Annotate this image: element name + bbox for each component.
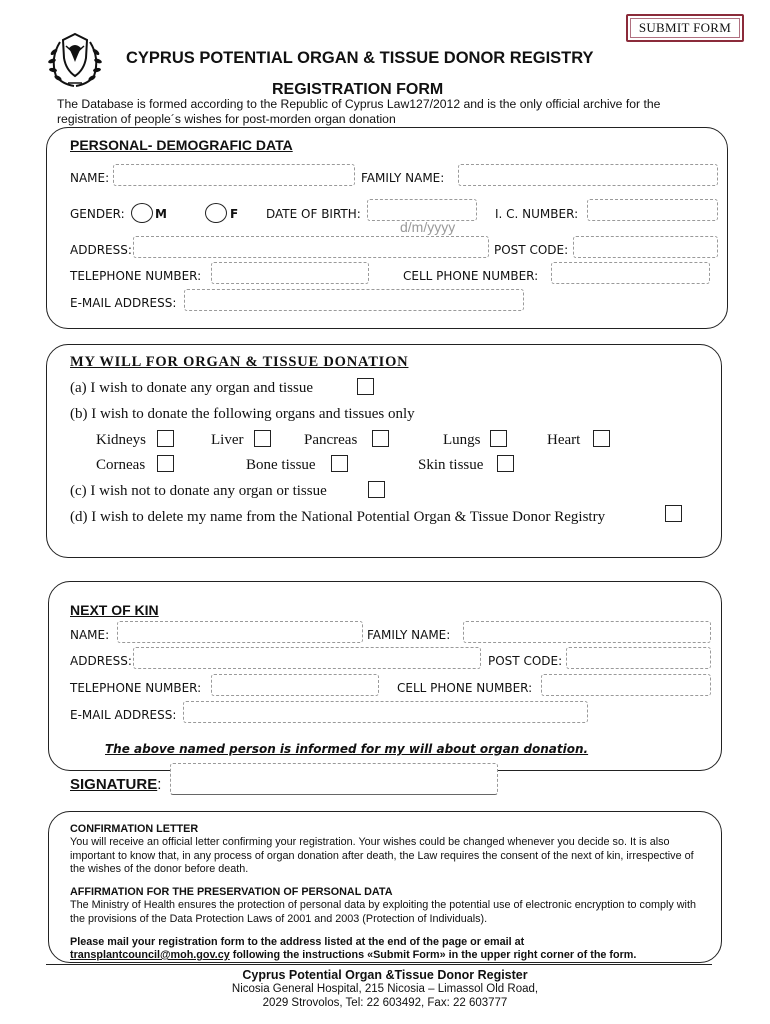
corneas-label: Corneas — [96, 457, 146, 473]
telephone-label: TELEPHONE NUMBER: — [70, 269, 202, 283]
family-name-input[interactable] — [458, 164, 718, 186]
mail-instructions-line-2 — [70, 949, 636, 963]
option-a-checkbox[interactable] — [357, 378, 374, 395]
kin-address-input[interactable] — [133, 647, 481, 669]
mail-instructions-line-1: Please mail your registration form to the address listed at the end of the page or email at — [70, 936, 525, 948]
kin-telephone-label: TELEPHONE NUMBER: — [70, 681, 202, 695]
signature-input[interactable] — [170, 763, 498, 795]
confirmation-letter-text: You will receive an official letter confirming your registration. Your wishes could be changed whenever you decide so. It is also important to know that, in any process of organ donation after death, the Law requires the consent of the next of kin, irrespective of the wishes of the donor before death. — [70, 836, 694, 875]
name-input[interactable] — [113, 164, 355, 186]
affirmation-text: The Ministry of Health ensures the protection of personal data by exploiting the potential use of electronic encryption to comply with the provisions of the Data Protection Laws of 2001 and 2003 (Protection of Individuals). — [70, 899, 696, 925]
will-section-title: MY WILL FOR ORGAN & TISSUE DONATION — [70, 354, 409, 370]
intro-text-line-1: The Database is formed according to the Republic of Cyprus Law127/2012 and is the only official archive for the — [57, 97, 661, 111]
gender-label: GENDER: — [70, 207, 125, 221]
kin-post-code-input[interactable] — [566, 647, 711, 669]
page-title: CYPRUS POTENTIAL ORGAN & TISSUE DONOR REGISTRY — [126, 49, 594, 67]
ic-number-input[interactable] — [587, 199, 718, 221]
gender-female-label: F — [230, 207, 239, 221]
signature-colon: : — [157, 776, 162, 793]
signature-label — [70, 776, 161, 793]
submit-form-button[interactable] — [626, 14, 744, 42]
bone-tissue-label: Bone tissue — [246, 457, 316, 473]
telephone-input[interactable] — [211, 262, 369, 284]
liver-label: Liver — [211, 432, 244, 448]
corneas-checkbox[interactable] — [157, 455, 174, 472]
lungs-checkbox[interactable] — [490, 430, 507, 447]
lungs-label: Lungs — [443, 432, 481, 448]
confirmation-letter-title: CONFIRMATION LETTER — [70, 823, 199, 835]
kin-email-input[interactable] — [183, 701, 588, 723]
kin-telephone-input[interactable] — [211, 674, 379, 696]
pancreas-label: Pancreas — [304, 432, 358, 448]
footer-divider — [46, 964, 712, 965]
address-input[interactable] — [133, 236, 489, 258]
name-label: NAME: — [70, 171, 110, 185]
mail-instructions-tail: following the instructions «Submit Form» in the upper right corner of the form. — [229, 949, 637, 961]
option-b-label: (b) I wish to donate the following organs and tissues only — [70, 406, 415, 422]
gender-female-radio[interactable] — [205, 203, 227, 223]
kin-address-label: ADDRESS: — [70, 654, 132, 668]
intro-text-line-2: registration of people´s wishes for post-morden organ donation — [57, 112, 396, 126]
footer-address-line-2: 2029 Strovolos, Tel: 22 603492, Fax: 22 603777 — [262, 997, 508, 1009]
date-of-birth-label: DATE OF BIRTH: — [266, 207, 361, 221]
option-c-checkbox[interactable] — [368, 481, 385, 498]
ic-number-label: I. C. NUMBER: — [495, 207, 579, 221]
kin-name-input[interactable] — [117, 621, 363, 643]
cell-phone-label: CELL PHONE NUMBER: — [403, 269, 539, 283]
date-of-birth-format-hint: d/m/yyyy — [400, 219, 456, 235]
submit-form-label: SUBMIT FORM — [638, 20, 732, 35]
footer-organization: Cyprus Potential Organ &Tissue Donor Register — [242, 968, 528, 982]
skin-tissue-checkbox[interactable] — [497, 455, 514, 472]
pancreas-checkbox[interactable] — [372, 430, 389, 447]
post-code-label: POST CODE: — [494, 243, 569, 257]
kin-family-name-label: FAMILY NAME: — [367, 628, 451, 642]
kidneys-checkbox[interactable] — [157, 430, 174, 447]
option-d-checkbox[interactable] — [665, 505, 682, 522]
address-label: ADDRESS: — [70, 243, 132, 257]
date-of-birth-input[interactable] — [367, 199, 477, 221]
kin-cell-phone-input[interactable] — [541, 674, 711, 696]
post-code-input[interactable] — [573, 236, 718, 258]
gender-male-radio[interactable] — [131, 203, 153, 223]
signature-label-text: SIGNATURE — [70, 776, 158, 793]
kidneys-label: Kidneys — [96, 432, 146, 448]
footer-address-line-1: Nicosia General Hospital, 215 Nicosia – Limassol Old Road, — [231, 983, 539, 995]
kin-informed-statement: The above named person is informed for my will about organ donation. — [105, 742, 589, 756]
bone-tissue-checkbox[interactable] — [331, 455, 348, 472]
cyprus-coat-of-arms-logo — [40, 28, 110, 90]
email-input[interactable] — [184, 289, 524, 311]
kin-post-code-label: POST CODE: — [488, 654, 563, 668]
email-label: E-MAIL ADDRESS: — [70, 296, 177, 310]
heart-checkbox[interactable] — [593, 430, 610, 447]
option-d-label: (d) I wish to delete my name from the National Potential Organ & Tissue Donor Registry — [70, 509, 606, 525]
liver-checkbox[interactable] — [254, 430, 271, 447]
next-of-kin-title: NEXT OF KIN — [70, 602, 159, 618]
personal-data-title: PERSONAL- DEMOGRAFIC DATA — [70, 137, 293, 153]
gender-male-label: M — [155, 207, 167, 221]
heart-label: Heart — [547, 432, 581, 448]
skin-tissue-label: Skin tissue — [418, 457, 484, 473]
option-a-label: (a) I wish to donate any organ and tissue — [70, 380, 313, 396]
option-c-label: (c) I wish not to donate any organ or tissue — [70, 483, 327, 499]
cell-phone-input[interactable] — [551, 262, 710, 284]
kin-email-label: E-MAIL ADDRESS: — [70, 708, 177, 722]
kin-family-name-input[interactable] — [463, 621, 711, 643]
kin-cell-phone-label: CELL PHONE NUMBER: — [397, 681, 533, 695]
family-name-label: FAMILY NAME: — [361, 171, 445, 185]
affirmation-title: AFFIRMATION FOR THE PRESERVATION OF PERSONAL DATA — [70, 886, 393, 898]
council-email-link[interactable]: transplantcouncil@moh.gov.cy — [70, 949, 230, 961]
kin-name-label: NAME: — [70, 628, 110, 642]
form-subtitle: REGISTRATION FORM — [272, 81, 444, 98]
